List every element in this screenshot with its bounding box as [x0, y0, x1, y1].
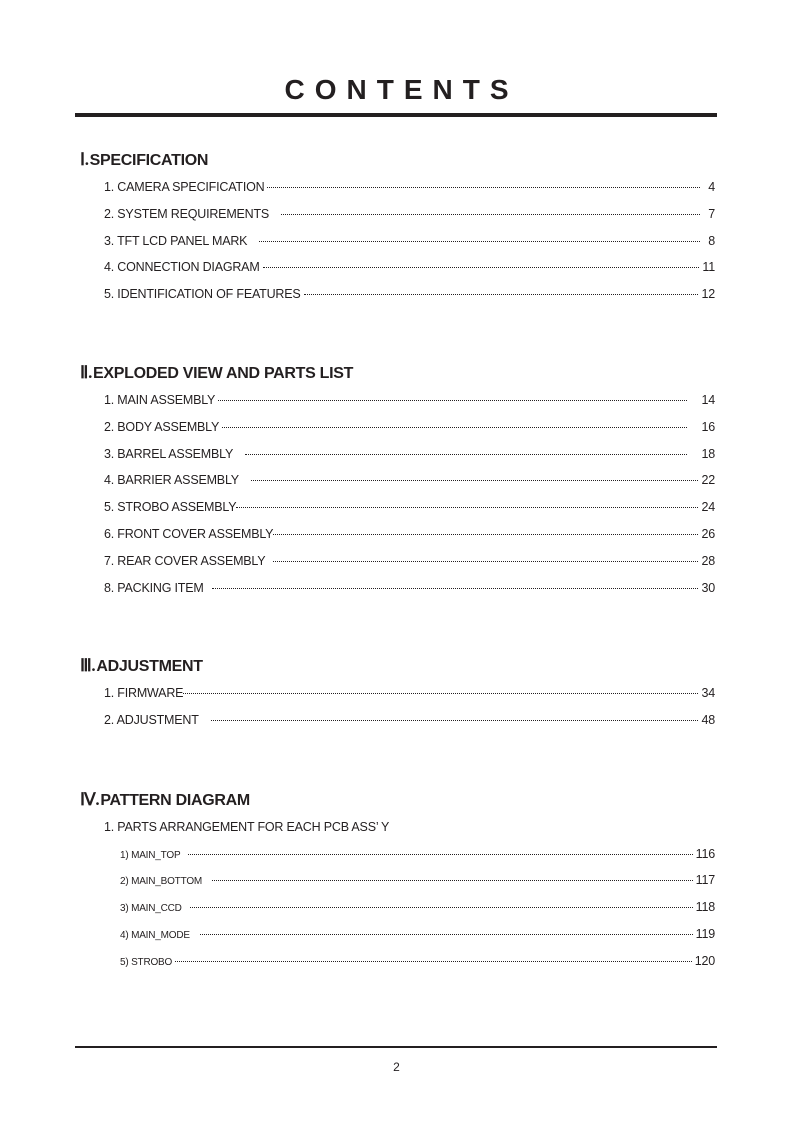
- page-number: 116: [695, 846, 715, 861]
- section-title: EXPLODED VIEW AND PARTS LIST: [93, 365, 354, 382]
- page-number: 18: [701, 446, 715, 461]
- page-number: 28: [701, 553, 715, 568]
- dot-leader: [273, 533, 698, 535]
- section-title: SPECIFICATION: [89, 152, 209, 169]
- section-heading: [80, 149, 715, 171]
- dot-leader: [190, 906, 693, 908]
- page-number: 119: [695, 926, 715, 941]
- section-numeral: Ⅰ.: [80, 150, 89, 169]
- section-adjustment: [80, 655, 715, 734]
- dot-leader: [304, 293, 699, 295]
- page-number: 117: [695, 873, 715, 888]
- toc-entry[interactable]: 2. ADJUSTMENT 48: [80, 707, 715, 734]
- dot-leader: [188, 853, 692, 855]
- page-title: CONTENTS: [284, 74, 519, 105]
- dot-leader: [236, 506, 698, 508]
- dot-leader: [218, 399, 687, 401]
- toc-entry[interactable]: 3. BARREL ASSEMBLY 18: [80, 441, 715, 468]
- dot-leader: [175, 960, 692, 962]
- toc-entry[interactable]: 3. TFT LCD PANEL MARK 8: [80, 228, 715, 255]
- header-rule: [75, 113, 717, 117]
- toc-entry[interactable]: 1. CAMERA SPECIFICATION 4: [80, 174, 715, 201]
- toc-entry[interactable]: 2. BODY ASSEMBLY 16: [80, 414, 715, 441]
- page-footer-number: 2: [393, 1060, 400, 1074]
- toc-entry[interactable]: 4. BARRIER ASSEMBLY 22: [80, 467, 715, 494]
- page-number: 30: [701, 580, 715, 595]
- page-number: 120: [694, 953, 715, 968]
- toc-entry[interactable]: 6. FRONT COVER ASSEMBLY 26: [80, 521, 715, 548]
- page-number: 118: [695, 900, 715, 915]
- dot-leader: [273, 560, 698, 562]
- toc-subheading[interactable]: 1. PARTS ARRANGEMENT FOR EACH PCB ASS’ Y: [104, 820, 390, 834]
- dot-leader: [251, 479, 699, 481]
- toc-entry[interactable]: 4) MAIN_MODE 119: [80, 921, 715, 948]
- section-numeral: Ⅱ.: [80, 363, 93, 382]
- page-number: 4: [708, 180, 715, 194]
- page-number: 26: [701, 526, 715, 541]
- toc-entry[interactable]: 4. CONNECTION DIAGRAM 11: [80, 254, 715, 281]
- dot-leader: [183, 692, 698, 694]
- footer-rule: [75, 1046, 717, 1048]
- page-number: 48: [701, 712, 715, 727]
- toc-entry[interactable]: 1. MAIN ASSEMBLY 14: [80, 387, 715, 414]
- page-number: 12: [701, 287, 715, 302]
- dot-leader: [245, 453, 687, 455]
- section-specification: [80, 149, 715, 308]
- section-pattern-diagram: [80, 789, 715, 974]
- toc-entry[interactable]: 5. STROBO ASSEMBLY 24: [80, 494, 715, 521]
- toc-entry[interactable]: 1) MAIN_TOP 116: [80, 841, 715, 868]
- toc-entry[interactable]: 2) MAIN_BOTTOM 117: [80, 867, 715, 894]
- toc-entry[interactable]: 1. FIRMWARE 34: [80, 680, 715, 707]
- dot-leader: [263, 266, 700, 268]
- page-number: 11: [702, 260, 715, 275]
- section-heading: [80, 362, 715, 384]
- toc-entry[interactable]: 8. PACKING ITEM 30: [80, 575, 715, 602]
- toc-entry[interactable]: 3) MAIN_CCD 118: [80, 894, 715, 921]
- page-number: 14: [701, 393, 715, 407]
- section-title: ADJUSTMENT: [96, 658, 203, 675]
- toc-entry[interactable]: 7. REAR COVER ASSEMBLY 28: [80, 548, 715, 575]
- page-number: 22: [701, 473, 715, 488]
- dot-leader: [259, 240, 700, 242]
- toc-entry[interactable]: 5. IDENTIFICATION OF FEATURES 12: [80, 281, 715, 308]
- dot-leader: [281, 213, 700, 215]
- dot-leader: [222, 426, 687, 428]
- dot-leader: [212, 879, 693, 881]
- dot-leader: [267, 186, 700, 188]
- section-exploded-view: [80, 362, 715, 601]
- page-number: 24: [701, 500, 715, 515]
- section-numeral: Ⅲ.: [80, 656, 96, 675]
- section-heading: [80, 655, 715, 677]
- page-number: 7: [708, 206, 715, 221]
- toc-entry[interactable]: 2. SYSTEM REQUIREMENTS 7: [80, 201, 715, 228]
- toc-entry[interactable]: 5) STROBO 120: [80, 948, 715, 975]
- section-heading: [80, 789, 715, 811]
- section-numeral: Ⅳ.: [80, 790, 100, 809]
- section-title: PATTERN DIAGRAM: [100, 792, 250, 809]
- dot-leader: [211, 719, 699, 721]
- dot-leader: [212, 587, 699, 589]
- page-number: 8: [708, 233, 715, 248]
- page-number: 34: [701, 686, 715, 700]
- page-number: 16: [701, 419, 715, 434]
- dot-leader: [200, 933, 693, 935]
